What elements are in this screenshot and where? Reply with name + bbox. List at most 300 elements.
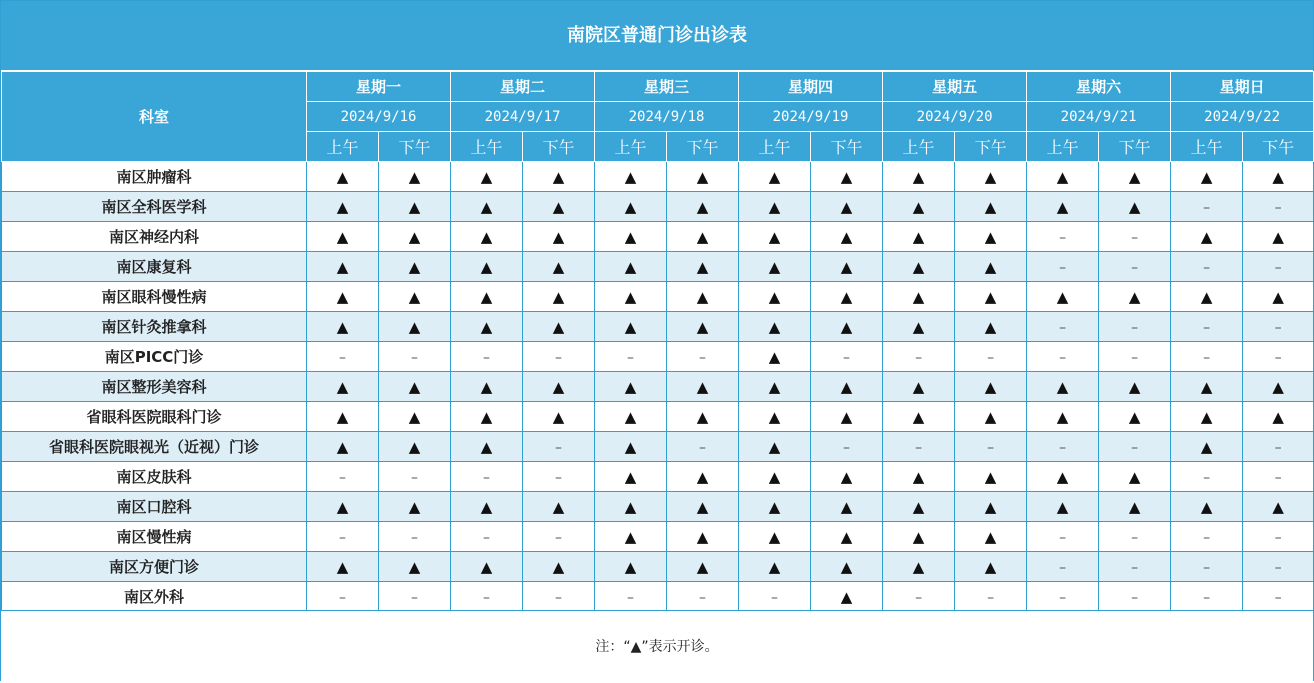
open-marker-icon: ▲ bbox=[336, 557, 349, 576]
closed-marker-icon: – bbox=[555, 529, 563, 546]
open-marker-icon: ▲ bbox=[408, 497, 421, 516]
open-marker-icon: ▲ bbox=[408, 167, 421, 186]
closed-marker-icon: – bbox=[1203, 529, 1211, 546]
slot-open bbox=[811, 312, 883, 342]
slot-open bbox=[307, 312, 379, 342]
closed-marker-icon: – bbox=[627, 349, 635, 366]
slot-open bbox=[883, 372, 955, 402]
closed-marker-icon: – bbox=[1059, 349, 1067, 366]
closed-marker-icon: – bbox=[915, 589, 923, 606]
open-marker-icon: ▲ bbox=[408, 257, 421, 276]
open-marker-icon: ▲ bbox=[1272, 497, 1284, 516]
closed-marker-icon: – bbox=[1131, 319, 1139, 336]
open-marker-icon: ▲ bbox=[1128, 197, 1141, 216]
closed-marker-icon: – bbox=[843, 349, 851, 366]
open-marker-icon: ▲ bbox=[336, 317, 349, 336]
open-marker-icon: ▲ bbox=[1128, 407, 1141, 426]
day-header: 星期二 bbox=[451, 72, 595, 102]
slot-open bbox=[307, 222, 379, 252]
closed-marker-icon: – bbox=[555, 439, 563, 456]
open-marker-icon: ▲ bbox=[408, 437, 421, 456]
open-marker-icon: ▲ bbox=[480, 437, 493, 456]
closed-marker-icon: – bbox=[1203, 199, 1211, 216]
table-row bbox=[2, 492, 1314, 522]
open-marker-icon: ▲ bbox=[552, 407, 565, 426]
slot-open bbox=[1243, 222, 1314, 252]
open-marker-icon: ▲ bbox=[840, 197, 853, 216]
open-marker-icon: ▲ bbox=[1056, 287, 1069, 306]
slot-closed bbox=[1027, 582, 1099, 612]
slot-open bbox=[523, 252, 595, 282]
open-marker-icon: ▲ bbox=[768, 437, 781, 456]
slot-closed bbox=[1171, 342, 1243, 372]
table-row bbox=[2, 522, 1314, 552]
open-marker-icon: ▲ bbox=[624, 437, 637, 456]
slot-open bbox=[955, 252, 1027, 282]
open-marker-icon: ▲ bbox=[840, 557, 853, 576]
slot-open bbox=[955, 192, 1027, 222]
slot-open bbox=[811, 222, 883, 252]
open-marker-icon: ▲ bbox=[696, 227, 709, 246]
slot-open bbox=[955, 222, 1027, 252]
slot-open bbox=[739, 462, 811, 492]
slot-open bbox=[379, 222, 451, 252]
open-marker-icon: ▲ bbox=[984, 467, 997, 486]
morning-header: 上午 bbox=[1027, 132, 1099, 162]
slot-open bbox=[523, 222, 595, 252]
closed-marker-icon: – bbox=[483, 469, 491, 486]
closed-marker-icon: – bbox=[843, 439, 851, 456]
slot-open bbox=[739, 222, 811, 252]
slot-open bbox=[1243, 282, 1314, 312]
slot-closed bbox=[379, 342, 451, 372]
slot-open bbox=[811, 492, 883, 522]
closed-marker-icon: – bbox=[1203, 559, 1211, 576]
slot-closed bbox=[1243, 192, 1314, 222]
slot-open bbox=[1099, 372, 1171, 402]
open-marker-icon: ▲ bbox=[552, 227, 565, 246]
open-marker-icon: ▲ bbox=[336, 287, 349, 306]
closed-marker-icon: – bbox=[771, 589, 779, 606]
date-header: 2024/9/16 bbox=[307, 102, 451, 132]
closed-marker-icon: – bbox=[1059, 559, 1067, 576]
slot-closed bbox=[955, 582, 1027, 612]
slot-open bbox=[811, 252, 883, 282]
slot-closed bbox=[523, 582, 595, 612]
table-row bbox=[2, 402, 1314, 432]
open-marker-icon: ▲ bbox=[1128, 287, 1141, 306]
slot-open bbox=[523, 552, 595, 582]
dept-column-header: 科室 bbox=[2, 72, 307, 162]
open-marker-icon: ▲ bbox=[1056, 167, 1069, 186]
slot-closed bbox=[1243, 462, 1314, 492]
open-marker-icon: ▲ bbox=[840, 317, 853, 336]
morning-header: 上午 bbox=[739, 132, 811, 162]
slot-open bbox=[451, 282, 523, 312]
slot-open bbox=[811, 402, 883, 432]
closed-marker-icon: – bbox=[1059, 589, 1067, 606]
slot-open bbox=[739, 162, 811, 192]
slot-open bbox=[955, 282, 1027, 312]
slot-open bbox=[667, 162, 739, 192]
slot-closed bbox=[1171, 252, 1243, 282]
open-marker-icon: ▲ bbox=[624, 197, 637, 216]
slot-closed bbox=[595, 582, 667, 612]
dept-name: 南区神经内科 bbox=[2, 222, 307, 252]
slot-open bbox=[307, 402, 379, 432]
slot-closed bbox=[1171, 462, 1243, 492]
open-marker-icon: ▲ bbox=[912, 287, 925, 306]
slot-open bbox=[1027, 372, 1099, 402]
slot-open bbox=[595, 372, 667, 402]
slot-closed bbox=[1099, 582, 1171, 612]
afternoon-header: 下午 bbox=[955, 132, 1027, 162]
open-marker-icon: ▲ bbox=[912, 257, 925, 276]
closed-marker-icon: – bbox=[483, 529, 491, 546]
slot-open bbox=[883, 252, 955, 282]
slot-open bbox=[667, 282, 739, 312]
open-marker-icon: ▲ bbox=[552, 377, 565, 396]
open-marker-icon: ▲ bbox=[624, 257, 637, 276]
slot-closed bbox=[883, 342, 955, 372]
slot-open bbox=[1027, 162, 1099, 192]
open-marker-icon: ▲ bbox=[624, 407, 637, 426]
open-marker-icon: ▲ bbox=[768, 347, 781, 366]
open-marker-icon: ▲ bbox=[408, 197, 421, 216]
slot-closed bbox=[451, 462, 523, 492]
closed-marker-icon: – bbox=[555, 349, 563, 366]
open-marker-icon: ▲ bbox=[840, 407, 853, 426]
open-marker-icon: ▲ bbox=[480, 557, 493, 576]
open-marker-icon: ▲ bbox=[768, 317, 781, 336]
slot-open bbox=[307, 432, 379, 462]
closed-marker-icon: – bbox=[1203, 589, 1211, 606]
slot-open bbox=[1027, 402, 1099, 432]
slot-open bbox=[379, 372, 451, 402]
slot-closed bbox=[1099, 222, 1171, 252]
open-marker-icon: ▲ bbox=[552, 557, 565, 576]
slot-open bbox=[523, 402, 595, 432]
slot-open bbox=[595, 522, 667, 552]
open-marker-icon: ▲ bbox=[336, 197, 349, 216]
slot-open bbox=[451, 372, 523, 402]
slot-open bbox=[811, 192, 883, 222]
open-marker-icon: ▲ bbox=[336, 167, 349, 186]
dept-name: 南区全科医学科 bbox=[2, 192, 307, 222]
day-header: 星期五 bbox=[883, 72, 1027, 102]
afternoon-header: 下午 bbox=[811, 132, 883, 162]
slot-open bbox=[595, 492, 667, 522]
slot-open bbox=[955, 522, 1027, 552]
slot-open bbox=[667, 522, 739, 552]
open-marker-icon: ▲ bbox=[912, 527, 925, 546]
legend-note: 注：“▲”表示开诊。 bbox=[1, 610, 1313, 681]
slot-open bbox=[379, 312, 451, 342]
slot-open bbox=[595, 402, 667, 432]
slot-open bbox=[883, 492, 955, 522]
slot-closed bbox=[379, 522, 451, 552]
closed-marker-icon: – bbox=[1274, 439, 1282, 456]
closed-marker-icon: – bbox=[339, 529, 346, 546]
slot-open bbox=[1099, 192, 1171, 222]
slot-open bbox=[451, 312, 523, 342]
slot-open bbox=[955, 312, 1027, 342]
slot-closed bbox=[1027, 312, 1099, 342]
open-marker-icon: ▲ bbox=[408, 287, 421, 306]
slot-closed bbox=[451, 522, 523, 552]
closed-marker-icon: – bbox=[1274, 349, 1282, 366]
closed-marker-icon: – bbox=[1131, 529, 1139, 546]
open-marker-icon: ▲ bbox=[912, 497, 925, 516]
open-marker-icon: ▲ bbox=[984, 227, 997, 246]
open-marker-icon: ▲ bbox=[984, 287, 997, 306]
closed-marker-icon: – bbox=[411, 469, 418, 486]
slot-closed bbox=[1171, 312, 1243, 342]
schedule-header bbox=[2, 72, 1314, 162]
slot-closed bbox=[1171, 552, 1243, 582]
open-marker-icon: ▲ bbox=[1128, 377, 1141, 396]
open-marker-icon: ▲ bbox=[1200, 167, 1213, 186]
slot-open bbox=[811, 462, 883, 492]
slot-open bbox=[451, 222, 523, 252]
closed-marker-icon: – bbox=[1274, 529, 1282, 546]
slot-closed bbox=[1243, 582, 1314, 612]
open-marker-icon: ▲ bbox=[768, 167, 781, 186]
closed-marker-icon: – bbox=[987, 439, 995, 456]
slot-open bbox=[307, 192, 379, 222]
table-row bbox=[2, 312, 1314, 342]
slot-open bbox=[739, 372, 811, 402]
open-marker-icon: ▲ bbox=[696, 197, 709, 216]
slot-open bbox=[1099, 462, 1171, 492]
closed-marker-icon: – bbox=[1059, 529, 1067, 546]
closed-marker-icon: – bbox=[483, 349, 491, 366]
slot-open bbox=[955, 402, 1027, 432]
dept-name: 南区针灸推拿科 bbox=[2, 312, 307, 342]
open-marker-icon: ▲ bbox=[840, 497, 853, 516]
open-marker-icon: ▲ bbox=[984, 407, 997, 426]
slot-closed bbox=[1027, 522, 1099, 552]
slot-open bbox=[1171, 432, 1243, 462]
day-header: 星期六 bbox=[1027, 72, 1171, 102]
open-marker-icon: ▲ bbox=[408, 227, 421, 246]
closed-marker-icon: – bbox=[1131, 589, 1139, 606]
closed-marker-icon: – bbox=[699, 349, 707, 366]
open-marker-icon: ▲ bbox=[480, 257, 493, 276]
afternoon-header: 下午 bbox=[1243, 132, 1314, 162]
slot-open bbox=[739, 192, 811, 222]
slot-open bbox=[667, 492, 739, 522]
slot-closed bbox=[1099, 552, 1171, 582]
slot-open bbox=[739, 402, 811, 432]
open-marker-icon: ▲ bbox=[1272, 407, 1284, 426]
open-marker-icon: ▲ bbox=[336, 497, 349, 516]
open-marker-icon: ▲ bbox=[1272, 377, 1284, 396]
dept-name: 省眼科医院眼科门诊 bbox=[2, 402, 307, 432]
slot-open bbox=[955, 492, 1027, 522]
slot-closed bbox=[379, 582, 451, 612]
closed-marker-icon: – bbox=[411, 349, 418, 366]
open-marker-icon: ▲ bbox=[480, 497, 493, 516]
slot-closed bbox=[1027, 552, 1099, 582]
open-marker-icon: ▲ bbox=[1128, 497, 1141, 516]
slot-open bbox=[667, 192, 739, 222]
closed-marker-icon: – bbox=[1203, 319, 1211, 336]
dept-name: 南区方便门诊 bbox=[2, 552, 307, 582]
closed-marker-icon: – bbox=[1059, 229, 1067, 246]
afternoon-header: 下午 bbox=[523, 132, 595, 162]
open-marker-icon: ▲ bbox=[696, 497, 709, 516]
open-marker-icon: ▲ bbox=[624, 527, 637, 546]
slot-closed bbox=[1243, 252, 1314, 282]
slot-open bbox=[379, 282, 451, 312]
open-marker-icon: ▲ bbox=[696, 527, 709, 546]
closed-marker-icon: – bbox=[1059, 439, 1067, 456]
slot-open bbox=[379, 252, 451, 282]
slot-open bbox=[1171, 162, 1243, 192]
closed-marker-icon: – bbox=[1274, 319, 1282, 336]
slot-open bbox=[307, 252, 379, 282]
day-header: 星期三 bbox=[595, 72, 739, 102]
slot-closed bbox=[955, 432, 1027, 462]
slot-open bbox=[1027, 282, 1099, 312]
slot-open bbox=[595, 282, 667, 312]
slot-closed bbox=[739, 582, 811, 612]
closed-marker-icon: – bbox=[1203, 349, 1211, 366]
closed-marker-icon: – bbox=[1274, 559, 1282, 576]
open-marker-icon: ▲ bbox=[912, 227, 925, 246]
slot-open bbox=[307, 552, 379, 582]
slot-open bbox=[307, 492, 379, 522]
closed-marker-icon: – bbox=[1059, 259, 1067, 276]
dept-name: 南区眼科慢性病 bbox=[2, 282, 307, 312]
slot-closed bbox=[667, 432, 739, 462]
table-row bbox=[2, 372, 1314, 402]
dept-name: 南区慢性病 bbox=[2, 522, 307, 552]
closed-marker-icon: – bbox=[915, 349, 923, 366]
open-marker-icon: ▲ bbox=[480, 407, 493, 426]
open-marker-icon: ▲ bbox=[840, 467, 853, 486]
slot-closed bbox=[811, 432, 883, 462]
slot-open bbox=[379, 432, 451, 462]
closed-marker-icon: – bbox=[1131, 439, 1139, 456]
open-marker-icon: ▲ bbox=[1200, 407, 1213, 426]
date-header: 2024/9/17 bbox=[451, 102, 595, 132]
slot-closed bbox=[451, 342, 523, 372]
slot-open bbox=[523, 282, 595, 312]
table-row bbox=[2, 162, 1314, 192]
open-marker-icon: ▲ bbox=[768, 497, 781, 516]
closed-marker-icon: – bbox=[987, 589, 995, 606]
slot-closed bbox=[379, 462, 451, 492]
table-row bbox=[2, 582, 1314, 612]
slot-closed bbox=[1027, 252, 1099, 282]
open-marker-icon: ▲ bbox=[768, 527, 781, 546]
slot-open bbox=[811, 282, 883, 312]
slot-open bbox=[811, 372, 883, 402]
open-marker-icon: ▲ bbox=[336, 257, 349, 276]
open-marker-icon: ▲ bbox=[624, 467, 637, 486]
open-marker-icon: ▲ bbox=[1272, 167, 1284, 186]
open-marker-icon: ▲ bbox=[984, 197, 997, 216]
table-row bbox=[2, 192, 1314, 222]
slot-open bbox=[1243, 372, 1314, 402]
slot-open bbox=[595, 432, 667, 462]
slot-open bbox=[667, 462, 739, 492]
morning-header: 上午 bbox=[307, 132, 379, 162]
slot-open bbox=[595, 552, 667, 582]
open-marker-icon: ▲ bbox=[912, 557, 925, 576]
slot-open bbox=[1027, 492, 1099, 522]
slot-open bbox=[379, 552, 451, 582]
slot-closed bbox=[883, 432, 955, 462]
dept-name: 南区口腔科 bbox=[2, 492, 307, 522]
slot-open bbox=[1027, 192, 1099, 222]
open-marker-icon: ▲ bbox=[552, 497, 565, 516]
slot-open bbox=[1243, 402, 1314, 432]
open-marker-icon: ▲ bbox=[696, 257, 709, 276]
open-marker-icon: ▲ bbox=[768, 227, 781, 246]
slot-closed bbox=[523, 342, 595, 372]
closed-marker-icon: – bbox=[1274, 469, 1282, 486]
slot-open bbox=[1099, 282, 1171, 312]
slot-open bbox=[379, 162, 451, 192]
schedule-body bbox=[2, 162, 1314, 612]
open-marker-icon: ▲ bbox=[408, 377, 421, 396]
date-header: 2024/9/22 bbox=[1171, 102, 1314, 132]
open-marker-icon: ▲ bbox=[912, 197, 925, 216]
open-marker-icon: ▲ bbox=[768, 287, 781, 306]
slot-open bbox=[1243, 162, 1314, 192]
open-marker-icon: ▲ bbox=[552, 287, 565, 306]
slot-open bbox=[451, 162, 523, 192]
slot-closed bbox=[523, 462, 595, 492]
table-row bbox=[2, 432, 1314, 462]
slot-closed bbox=[451, 582, 523, 612]
open-marker-icon: ▲ bbox=[1200, 377, 1213, 396]
closed-marker-icon: – bbox=[1203, 469, 1211, 486]
slot-closed bbox=[955, 342, 1027, 372]
open-marker-icon: ▲ bbox=[840, 587, 853, 606]
slot-open bbox=[739, 282, 811, 312]
slot-closed bbox=[667, 342, 739, 372]
slot-closed bbox=[307, 342, 379, 372]
slot-closed bbox=[667, 582, 739, 612]
open-marker-icon: ▲ bbox=[840, 377, 853, 396]
open-marker-icon: ▲ bbox=[840, 257, 853, 276]
open-marker-icon: ▲ bbox=[984, 257, 997, 276]
open-marker-icon: ▲ bbox=[480, 197, 493, 216]
open-marker-icon: ▲ bbox=[696, 317, 709, 336]
open-marker-icon: ▲ bbox=[336, 437, 349, 456]
morning-header: 上午 bbox=[451, 132, 523, 162]
table-row bbox=[2, 222, 1314, 252]
open-marker-icon: ▲ bbox=[1056, 197, 1069, 216]
slot-open bbox=[1171, 402, 1243, 432]
closed-marker-icon: – bbox=[339, 589, 346, 606]
slot-open bbox=[883, 522, 955, 552]
slot-open bbox=[739, 492, 811, 522]
slot-open bbox=[955, 162, 1027, 192]
slot-open bbox=[1171, 372, 1243, 402]
slot-open bbox=[739, 522, 811, 552]
open-marker-icon: ▲ bbox=[480, 317, 493, 336]
slot-open bbox=[1171, 492, 1243, 522]
slot-open bbox=[739, 252, 811, 282]
slot-open bbox=[955, 462, 1027, 492]
open-marker-icon: ▲ bbox=[336, 227, 349, 246]
slot-open bbox=[667, 252, 739, 282]
